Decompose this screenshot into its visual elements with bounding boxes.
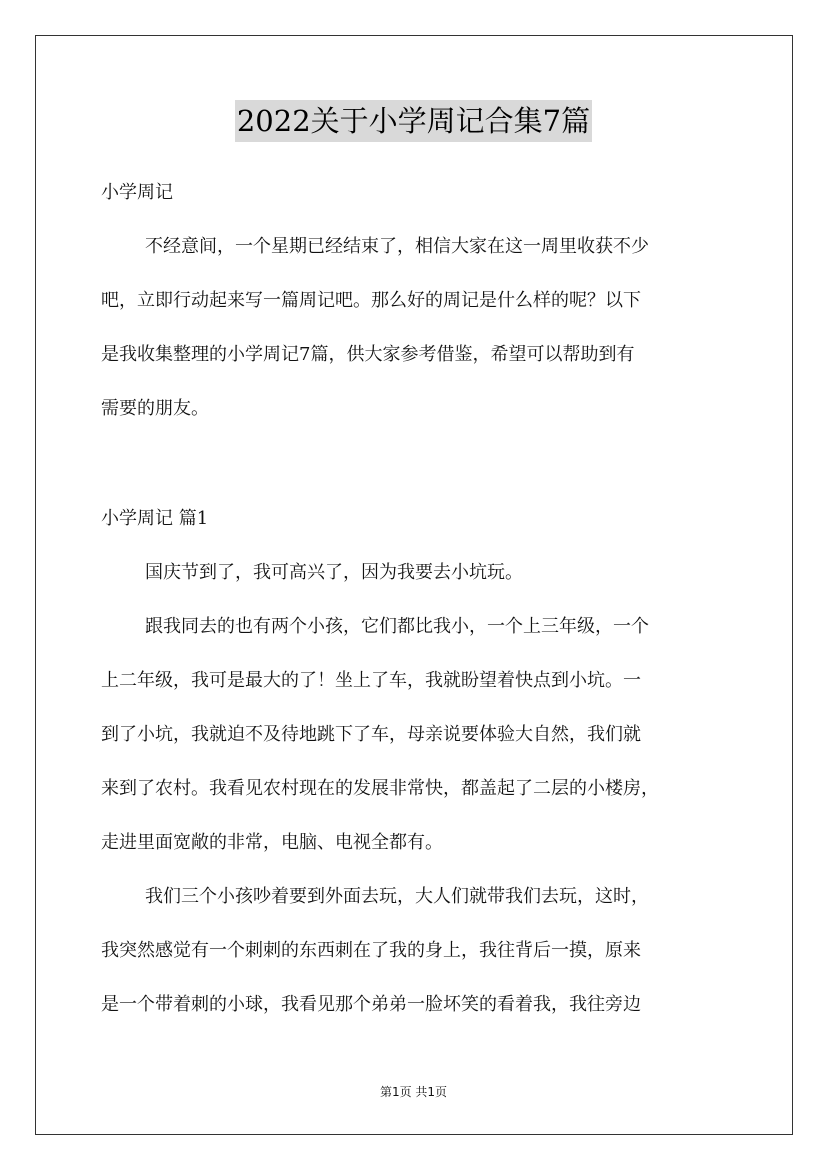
paragraph-line: 上二年级，我可是最大的了！坐上了车，我就盼望着快点到小坑。一 xyxy=(101,670,641,691)
intro-heading: 小学周记 xyxy=(101,182,173,203)
paragraph-line: 我突然感觉有一个刺刺的东西刺在了我的身上，我往背后一摸，原来 xyxy=(101,940,641,961)
intro-line: 吧，立即行动起来写一篇周记吧。那么好的周记是什么样的呢？以下 xyxy=(101,290,641,311)
paragraph-line: 我们三个小孩吵着要到外面去玩，大人们就带我们去玩，这时， xyxy=(145,886,649,907)
page-number-footer: 第1页 共1页 xyxy=(379,1085,448,1099)
intro-line: 不经意间，一个星期已经结束了，相信大家在这一周里收获不少 xyxy=(145,236,649,257)
paragraph-line: 跟我同去的也有两个小孩，它们都比我小，一个上三年级，一个 xyxy=(145,616,649,637)
intro-line: 需要的朋友。 xyxy=(101,398,209,419)
document-title: 2022关于小学周记合集7篇 xyxy=(235,100,592,142)
intro-line: 是我收集整理的小学周记7篇，供大家参考借鉴，希望可以帮助到有 xyxy=(101,344,635,365)
paragraph-line: 国庆节到了，我可高兴了，因为我要去小坑玩。 xyxy=(145,562,523,583)
paragraph-line: 是一个带着刺的小球，我看见那个弟弟一脸坏笑的看着我，我往旁边 xyxy=(101,994,641,1015)
paragraph-line: 到了小坑，我就迫不及待地跳下了车，母亲说要体验大自然，我们就 xyxy=(101,724,641,745)
paragraph-line: 来到了农村。我看见农村现在的发展非常快，都盖起了二层的小楼房， xyxy=(101,778,659,799)
section-heading: 小学周记 篇1 xyxy=(101,508,209,529)
paragraph-line: 走进里面宽敞的非常，电脑、电视全都有。 xyxy=(101,832,443,853)
document-title-block xyxy=(0,100,827,142)
